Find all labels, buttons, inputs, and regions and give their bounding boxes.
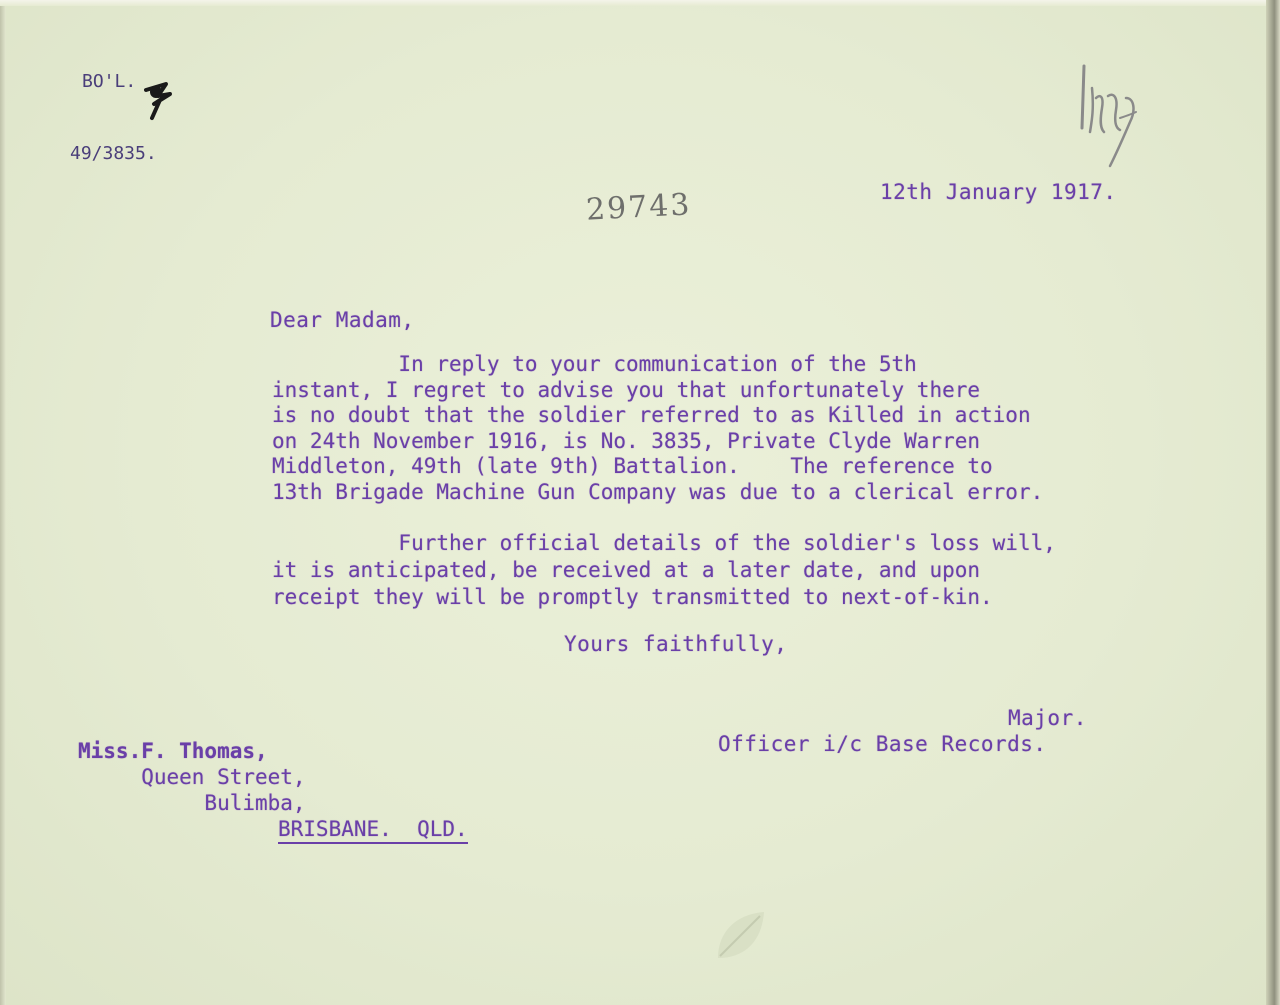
- paragraph-1-line: on 24th November 1916, is No. 3835, Private Clyde Warren: [272, 428, 981, 453]
- faint-leaf-watermark-icon: [708, 904, 772, 968]
- paragraph-2-line: Further official details of the soldier's loss will,: [272, 531, 1056, 555]
- pencil-initials-icon: [1070, 58, 1150, 168]
- recipient-city-row: [78, 816, 468, 842]
- recipient-suburb: Bulimba,: [78, 791, 306, 815]
- recipient-address: [78, 738, 468, 842]
- page-right-edge: [1266, 0, 1280, 1005]
- file-reference-line1: BO'L.: [82, 71, 137, 92]
- paragraph-1: [272, 352, 1043, 505]
- paragraph-1-line: instant, I regret to advise you that unfortunately there: [272, 377, 981, 402]
- paragraph-2: [272, 530, 1056, 611]
- signature-title: Officer i/c Base Records.: [718, 732, 1047, 756]
- paragraph-1-line: Middleton, 49th (late 9th) Battalion. The reference to: [272, 454, 993, 478]
- letter-date: 12th January 1917.: [880, 180, 1117, 204]
- page-top-edge: [0, 0, 1280, 6]
- salutation: Dear Madam,: [270, 308, 415, 332]
- recipient-city: BRISBANE. QLD.: [278, 817, 468, 844]
- signature-rank: Major.: [1008, 706, 1087, 730]
- registry-stamp-number: 29743: [585, 187, 693, 228]
- paragraph-1-line: In reply to your communication of the 5th: [272, 352, 917, 376]
- file-reference-line2: 49/3835.: [70, 143, 157, 164]
- paragraph-2-line: receipt they will be promptly transmitted to next-of-kin.: [272, 585, 993, 609]
- paragraph-1-line: is no doubt that the soldier referred to as Killed in action: [272, 403, 1031, 427]
- closing: Yours faithfully,: [564, 632, 788, 656]
- paragraph-1-line: 13th Brigade Machine Gun Company was due to a clerical error.: [272, 479, 1044, 504]
- ink-mark-icon: [140, 74, 176, 124]
- recipient-name: Miss.F. Thomas,: [78, 739, 268, 763]
- page-left-edge: [0, 0, 6, 1005]
- paragraph-2-line: it is anticipated, be received at a later date, and upon: [272, 558, 981, 582]
- recipient-street: Queen Street,: [78, 765, 306, 789]
